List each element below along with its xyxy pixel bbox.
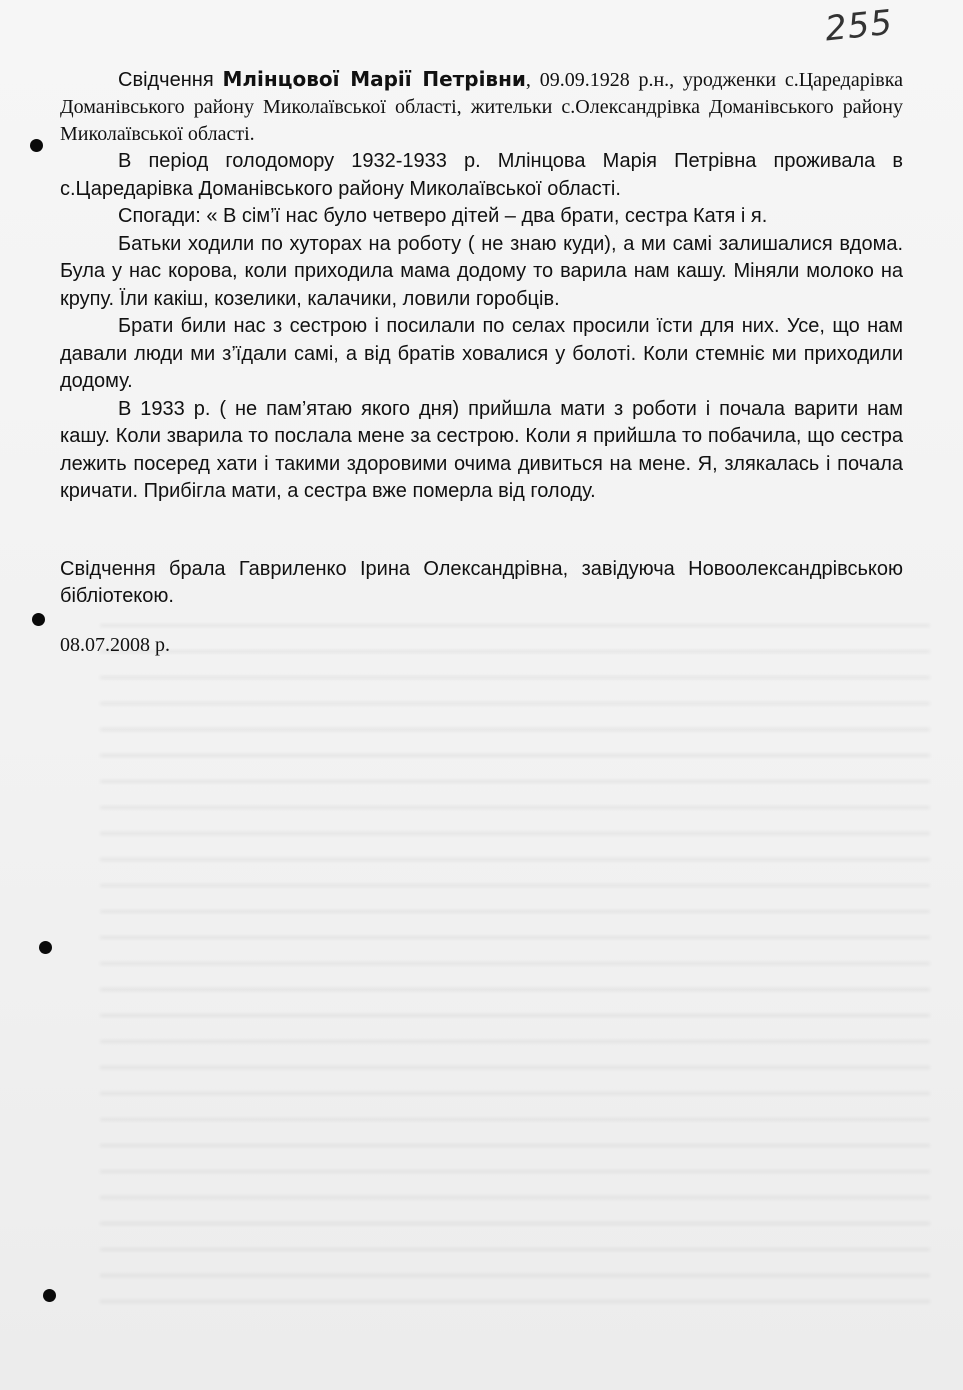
- handwritten-page-number: 255: [823, 2, 895, 50]
- punch-hole-icon: [39, 941, 52, 954]
- bleed-through-text: [100, 610, 930, 1310]
- paragraph-residence: В період голодомору 1932-1933 р. Млінцова Марія Петрівна проживала в с.Царедарівка Доманівського району Миколаївської області.: [60, 150, 903, 200]
- paragraph-brothers: Брати били нас з сестрою і посилали по селах просили їсти для них. Усе, що нам давали люди ми з’їдали самі, а від братів ховалися у болоті. Коли стемніє ми приходили додому.: [60, 315, 903, 392]
- punch-hole-icon: [30, 139, 43, 152]
- paragraph-memories-intro: Спогади: « В сім’ї нас було четверо дітей – два брати, сестра Катя і я.: [118, 205, 768, 227]
- testimony-text: [60, 66, 903, 506]
- punch-hole-icon: [32, 613, 45, 626]
- paragraph-parents: Батьки ходили по хуторах на роботу ( не знаю куди), а ми самі залишалися вдома. Була у нас корова, коли приходила мама додому то варила нам кашу. Міняли молоко на крупу. Їли какіш, козелики, калачики, ловили горобців.: [60, 232, 903, 310]
- paragraph-sister-death: В 1933 р. ( не пам’ятаю якого дня) прийшла мати з роботи і почала варити нам кашу. Коли зварила то послала мене за сестрою. Коли я прийшла то побачила, що сестра лежить посеред хати і такими здоровими очима дивиться на мене. Я, злякалась і почала кричати. Прибігла мати, а сестра вже померла від голоду.: [60, 397, 903, 502]
- heading-prefix: Свідчення: [118, 69, 214, 91]
- heading-details: , 09.09.1928 р.н., уродженки с.Царедарівка Доманівського району Миколаївської області, жительки с.Олександрівка Доманівського району Миколаївської області.: [60, 69, 904, 145]
- record-date: 08.07.2008 р.: [60, 634, 170, 656]
- punch-hole-icon: [43, 1289, 56, 1302]
- heading-paragraph: [60, 66, 903, 148]
- witness-name: Млінцової Марії Петрівни: [222, 67, 526, 91]
- recorder-note: Свідчення брала Гавриленко Ірина Олександрівна, завідуюча Новоолександрівською бібліотекою.: [60, 558, 903, 607]
